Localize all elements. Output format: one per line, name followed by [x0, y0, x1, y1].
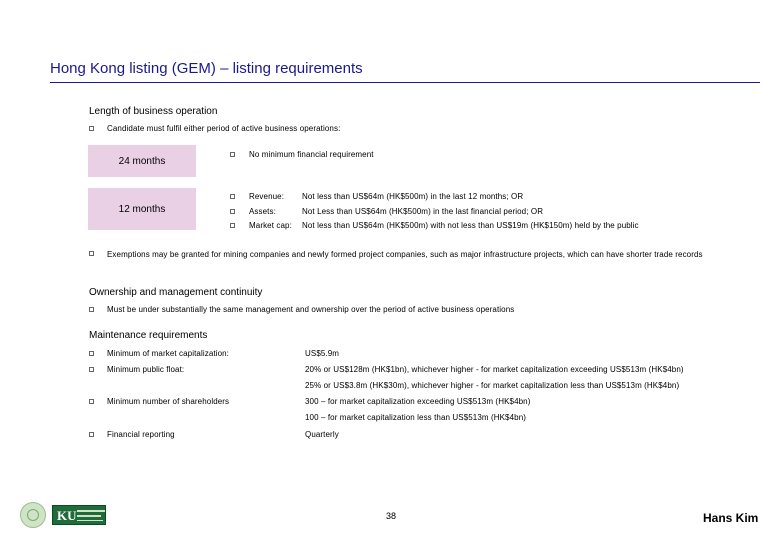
page-number: 38 — [386, 511, 397, 521]
bullet-icon — [89, 307, 94, 312]
university-logo — [52, 505, 106, 525]
box-24-months — [88, 145, 196, 177]
float-value-2: 25% or US$3.8m (HK$30m), whichever higher - for market capitalization less than US$513m (HK$4bn) — [305, 381, 680, 390]
mcap-label: Market cap: — [249, 221, 292, 230]
bullet-icon — [89, 399, 94, 404]
shareholders-label: Minimum number of shareholders — [107, 397, 230, 406]
mcap-value: Not less than US$64m (HK$500m) with not less than US$19m (HK$150m) held by the public — [302, 221, 639, 230]
box-12-label: 12 months — [118, 204, 166, 215]
assets-value: Not Less than US$64m (HK$500m) in the last financial period; OR — [302, 207, 544, 216]
business-heading: Length of business operation — [89, 106, 218, 117]
maintenance-heading: Maintenance requirements — [89, 330, 208, 341]
reporting-value: Quarterly — [305, 430, 339, 439]
box-12-months — [88, 188, 196, 230]
float-value-1: 20% or US$128m (HK$1bn), whichever higher - for market capitalization exceeding US$513m (HK$4bn) — [305, 365, 684, 374]
float-label: Minimum public float: — [107, 365, 185, 374]
shareholders-value-2: 100 – for market capitalization less than US$513m (HK$4bn) — [305, 413, 527, 422]
ownership-heading: Ownership and management continuity — [89, 287, 263, 298]
page-title: Hong Kong listing (GEM) – listing requirements — [50, 60, 363, 77]
maint-mcap-value: US$5.9m — [305, 349, 340, 358]
logo-text: KU — [57, 508, 77, 523]
reporting-label: Financial reporting — [107, 430, 175, 439]
exemptions-text: Exemptions may be granted for mining companies and newly formed project companies, such as major infrastructure projects, which can have shorter trade records — [107, 250, 703, 259]
bullet-icon — [89, 251, 94, 256]
author-name: Hans Kim — [703, 511, 759, 525]
assets-label: Assets: — [249, 207, 276, 216]
title-divider — [50, 82, 760, 83]
bullet-icon — [89, 351, 94, 356]
bullet-icon — [89, 126, 94, 131]
bullet-icon — [230, 194, 235, 199]
box-24-label: 24 months — [118, 156, 166, 167]
logo-line — [77, 520, 103, 521]
ownership-text: Must be under substantially the same management and ownership over the period of active business operations — [107, 305, 515, 314]
logo-line — [77, 515, 101, 517]
revenue-label: Revenue: — [249, 192, 285, 201]
bullet-icon — [230, 152, 235, 157]
bullet-icon — [230, 209, 235, 214]
maint-mcap-label: Minimum of market capitalization: — [107, 349, 230, 358]
shareholders-value-1: 300 – for market capitalization exceeding US$513m (HK$4bn) — [305, 397, 531, 406]
bullet-icon — [230, 223, 235, 228]
logo-line — [77, 510, 105, 512]
bullet-icon — [89, 432, 94, 437]
bullet-icon — [89, 367, 94, 372]
no-min-financial: No minimum financial requirement — [249, 150, 374, 159]
revenue-value: Not less than US$64m (HK$500m) in the last 12 months; OR — [302, 192, 524, 201]
university-seal-icon — [20, 502, 46, 528]
business-intro: Candidate must fulfil either period of active business operations: — [107, 124, 341, 133]
